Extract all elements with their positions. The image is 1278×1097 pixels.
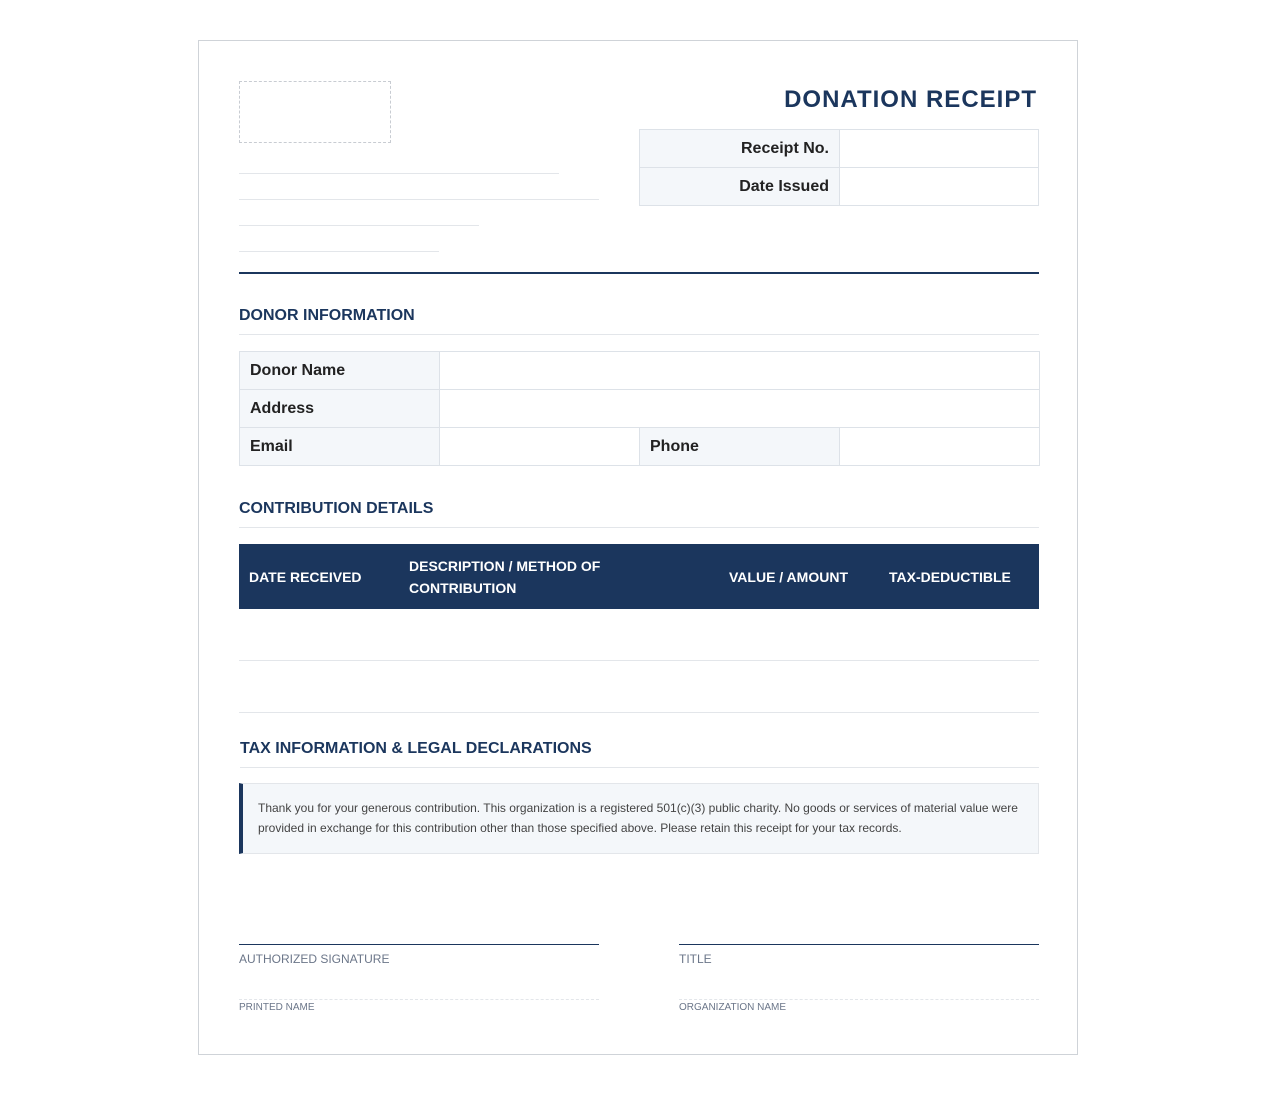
receipt-page (198, 40, 1078, 1055)
printed-name-label: PRINTED NAME (239, 1002, 315, 1013)
authorized-signature-line[interactable] (239, 944, 599, 945)
date-issued-row (640, 168, 1039, 206)
tax-section-title: TAX INFORMATION & LEGAL DECLARATIONS (240, 740, 1039, 768)
date-issued-field[interactable] (840, 168, 1039, 206)
receipt-no-label: Receipt No. (640, 130, 840, 168)
receipt-no-field[interactable] (840, 130, 1039, 168)
donor-section-title: DONOR INFORMATION (239, 307, 1039, 335)
col-description: DESCRIPTION / METHOD OF CONTRIBUTION (399, 544, 719, 609)
cell-date[interactable] (239, 609, 399, 661)
org-address-line-4 (239, 251, 439, 252)
cell-deductible[interactable] (879, 661, 1039, 713)
cell-date[interactable] (239, 661, 399, 713)
email-field[interactable] (440, 428, 640, 466)
cell-description[interactable] (399, 609, 719, 661)
org-address-line-3 (239, 225, 479, 226)
contribution-table (239, 544, 1039, 713)
col-value-amount: VALUE / AMOUNT (719, 544, 879, 609)
organization-name-line[interactable] (679, 999, 1039, 1000)
org-address-line-1 (239, 173, 559, 174)
authorized-signature-label: AUTHORIZED SIGNATURE (239, 952, 390, 966)
col-tax-deductible: TAX-DEDUCTIBLE (879, 544, 1039, 609)
header-divider (239, 272, 1039, 274)
donor-name-row (240, 352, 1040, 390)
phone-label: Phone (640, 428, 840, 466)
receipt-meta-table (639, 129, 1039, 206)
contribution-header-row (239, 544, 1039, 609)
donor-info-table (239, 351, 1040, 466)
contribution-section-title: CONTRIBUTION DETAILS (239, 500, 1039, 528)
org-address-line-2 (239, 199, 599, 200)
table-row (239, 609, 1039, 661)
phone-field[interactable] (840, 428, 1040, 466)
cell-value[interactable] (719, 661, 879, 713)
receipt-no-row (640, 130, 1039, 168)
email-label: Email (240, 428, 440, 466)
cell-deductible[interactable] (879, 609, 1039, 661)
tax-notice: Thank you for your generous contribution. This organization is a registered 501(c)(3) public charity. No goods or services of material value were provided in exchange for this contribution other than those specified above. Please retain this receipt for your tax records. (239, 783, 1039, 854)
logo-placeholder (239, 81, 391, 143)
printed-name-line[interactable] (239, 999, 599, 1000)
cell-value[interactable] (719, 609, 879, 661)
cell-description[interactable] (399, 661, 719, 713)
title-signature-line[interactable] (679, 944, 1039, 945)
document-title: DONATION RECEIPT (784, 86, 1037, 113)
address-row (240, 390, 1040, 428)
contact-row (240, 428, 1040, 466)
table-row (239, 661, 1039, 713)
date-issued-label: Date Issued (640, 168, 840, 206)
donor-name-field[interactable] (440, 352, 1040, 390)
organization-name-label: ORGANIZATION NAME (679, 1002, 787, 1013)
address-field[interactable] (440, 390, 1040, 428)
col-date-received: DATE RECEIVED (239, 544, 399, 609)
donor-name-label: Donor Name (240, 352, 440, 390)
address-label: Address (240, 390, 440, 428)
title-label: TITLE (679, 952, 712, 966)
